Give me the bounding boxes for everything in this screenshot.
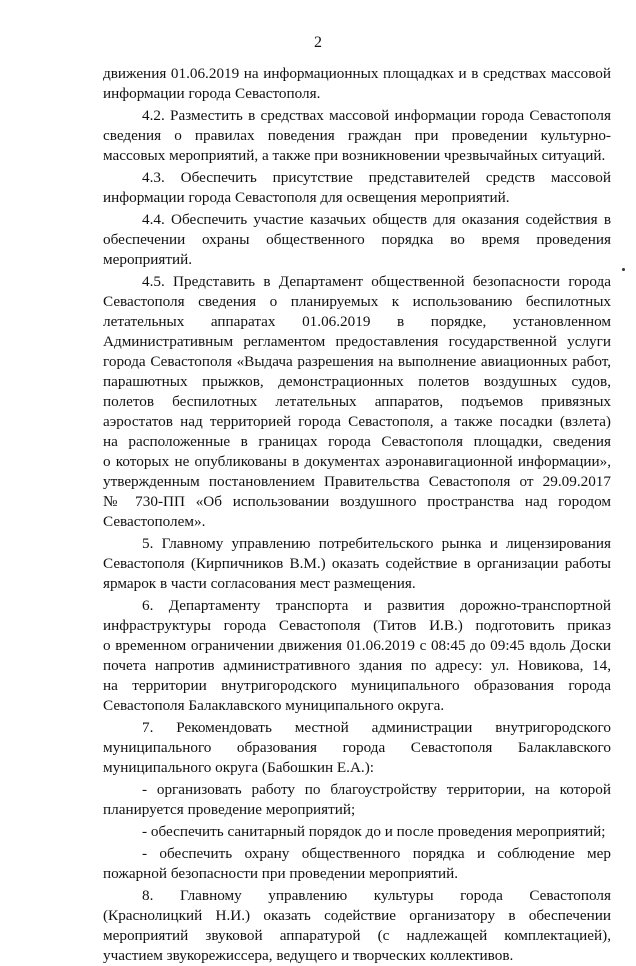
text-line: Севастополя сведения о планируемых к использованию беспилотных xyxy=(103,293,611,310)
text-line: 4.3. Обеспечить присутствие представителей средств массовой xyxy=(142,169,611,186)
text-line: Административным регламентом предоставления государственной услуги xyxy=(103,333,611,350)
text-line: города Севастополя «Выдача разрешения на выполнение авиационных работ, xyxy=(103,353,611,370)
text-line: Севастополя (Кирпичников В.М.) оказать содействие в организации работы xyxy=(103,555,611,572)
paragraph-p6 xyxy=(103,596,611,716)
text-line: (Краснолицкий Н.И.) оказать содействие организатору в обеспечении xyxy=(103,907,611,924)
paragraph-p7-a xyxy=(103,780,611,820)
text-line: массовых мероприятий, а также при возникновении чрезвычайных ситуаций. xyxy=(103,147,606,164)
text-line: аэростатов над территорией города Севастополя, а также посадки (взлета) xyxy=(103,413,611,430)
text-line: информации города Севастополя для освещения мероприятий. xyxy=(103,189,510,206)
paragraph-p4-5 xyxy=(103,272,611,532)
text-line: - обеспечить охрану общественного порядка и соблюдение мер xyxy=(142,845,611,862)
text-line: планируется проведение мероприятий; xyxy=(103,801,356,818)
text-line: участием звукорежиссера, ведущего и творческих коллективов. xyxy=(103,947,514,964)
paragraph-p4-3 xyxy=(103,168,611,208)
paragraph-p4-4 xyxy=(103,210,611,270)
page-number: 2 xyxy=(314,34,322,51)
paragraph-p5 xyxy=(103,534,611,594)
text-line: на расположенные в границах города Севастополя площадки, сведения xyxy=(103,433,611,450)
text-line: - обеспечить санитарный порядок до и после проведения мероприятий; xyxy=(142,823,606,840)
text-line: почета напротив административного здания по адресу: ул. Новикова, 14, xyxy=(103,657,611,674)
paragraph-p4-2 xyxy=(103,106,611,166)
text-line: о которых не опубликованы в документах аэронавигационной информации», xyxy=(103,453,611,470)
text-line: 4.5. Представить в Департамент общественной безопасности города xyxy=(142,273,611,290)
text-line: информации города Севастополя. xyxy=(103,85,321,102)
paragraph-p7 xyxy=(103,718,611,778)
text-line: парашютных прыжков, демонстрационных полетов воздушных судов, xyxy=(103,373,611,390)
text-line: Севастополем». xyxy=(103,513,206,530)
text-line: - организовать работу по благоустройству территории, на которой xyxy=(142,781,611,798)
margin-dot-mark xyxy=(622,268,625,271)
document-body xyxy=(103,64,611,966)
paragraph-p7-b xyxy=(103,822,611,842)
text-line: ярмарок в части согласования мест размещения. xyxy=(103,575,416,592)
paragraph-p4-1-tail xyxy=(103,64,611,104)
text-line: инфраструктуры города Севастополя (Титов И.В.) подготовить приказ xyxy=(103,617,611,634)
text-line: сведения о правилах поведения граждан при проведении культурно- xyxy=(103,127,611,144)
text-line: обеспечении охраны общественного порядка во время проведения xyxy=(103,231,611,248)
text-line: о временном ограничении движения 01.06.2019 с 08:45 до 09:45 вдоль Доски xyxy=(103,637,611,654)
text-line: утвержденным постановлением Правительства Севастополя от 29.09.2017 xyxy=(103,473,611,490)
text-line: полетов беспилотных летательных аппаратов, подъемов привязных xyxy=(103,393,611,410)
text-line: мероприятий. xyxy=(103,251,193,268)
text-line: 6. Департаменту транспорта и развития дорожно-транспортной xyxy=(142,597,611,614)
text-line: муниципального образования города Севастополя Балаклавского xyxy=(103,739,611,756)
text-line: муниципального округа (Бабошкин Е.А.): xyxy=(103,759,374,776)
text-line: 8. Главному управлению культуры города Севастополя xyxy=(142,887,611,904)
text-line: Севастополя Балаклавского муниципального округа. xyxy=(103,697,445,714)
text-line: на территории внутригородского муниципального образования города xyxy=(103,677,611,694)
text-line: летательных аппаратах 01.06.2019 в порядке, установленном xyxy=(103,313,611,330)
text-line: 5. Главному управлению потребительского рынка и лицензирования xyxy=(142,535,611,552)
text-line: мероприятий звуковой аппаратурой (с надлежащей комплектацией), xyxy=(103,927,611,944)
text-line: движения 01.06.2019 на информационных площадках и в средствах массовой xyxy=(103,65,611,82)
text-line: 7. Рекомендовать местной администрации внутригородского xyxy=(142,719,611,736)
text-line: 4.4. Обеспечить участие казачьих обществ для оказания содействия в xyxy=(142,211,611,228)
text-line: № 730-ПП «Об использовании воздушного пространства над городом xyxy=(103,493,611,510)
paragraph-p8 xyxy=(103,886,611,966)
paragraph-p7-c xyxy=(103,844,611,884)
text-line: пожарной безопасности при проведении мероприятий. xyxy=(103,865,459,882)
text-line: 4.2. Разместить в средствах массовой информации города Севастополя xyxy=(142,107,611,124)
